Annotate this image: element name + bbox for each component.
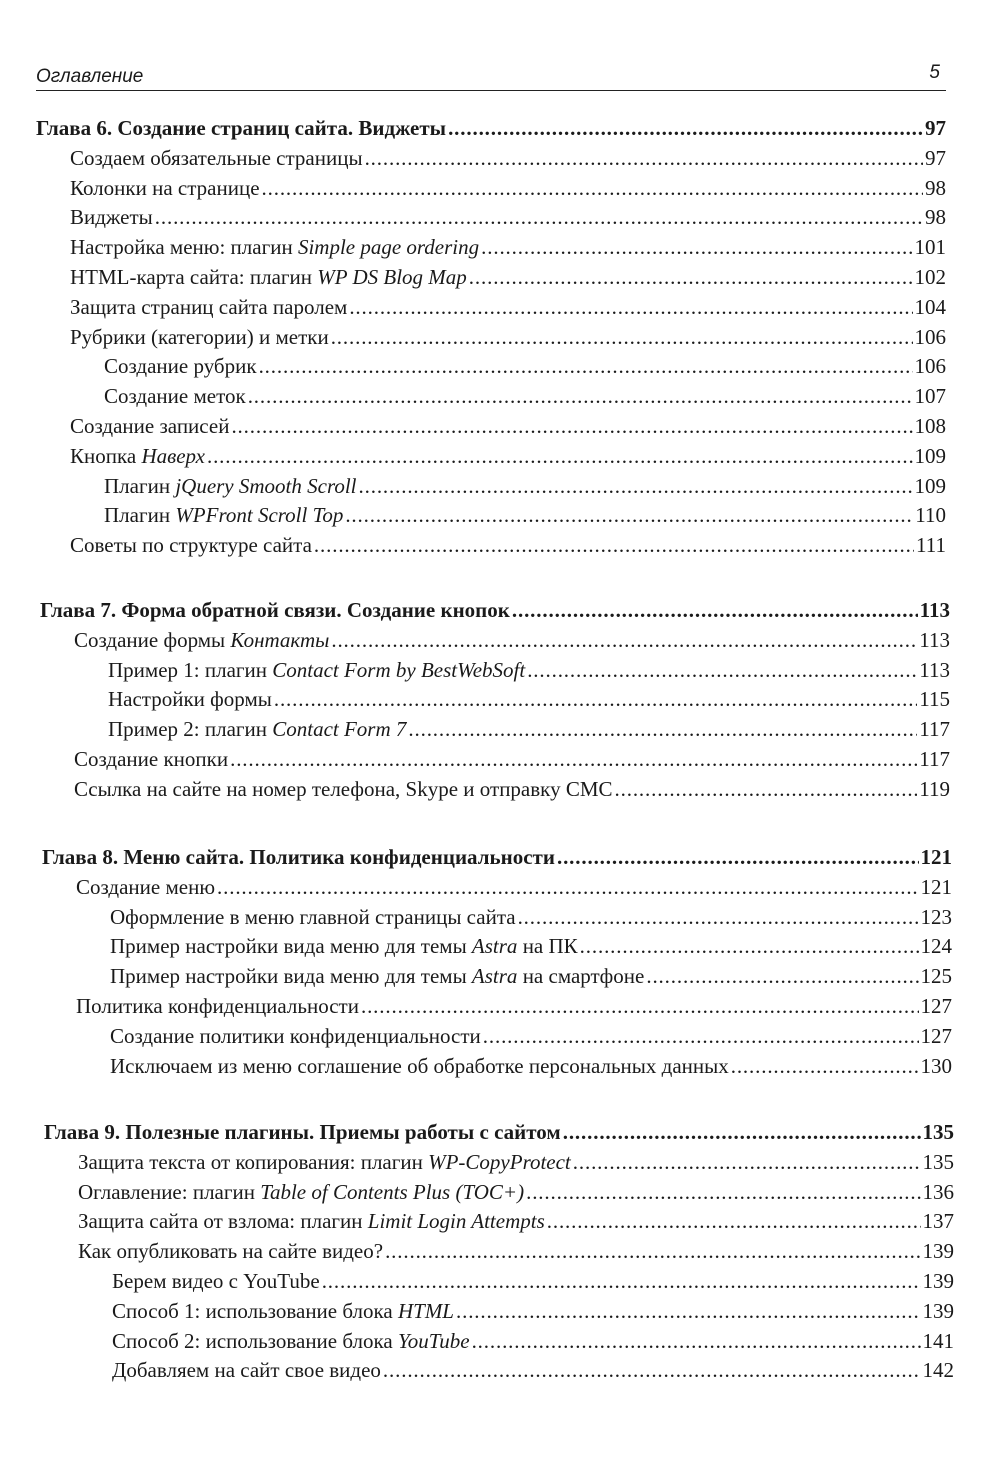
toc-entry[interactable]: HTML-карта сайта: плагин WP DS Blog Map . . . 102 xyxy=(36,263,946,293)
toc-subentry[interactable]: Способ 1: использование блока HTML . . . 139 xyxy=(44,1297,954,1327)
toc-chapter-title[interactable]: Глава 7. Форма обратной связи. Создание кнопок . . . 113 xyxy=(40,596,950,626)
dot-leader xyxy=(557,843,919,873)
toc-entry[interactable]: Создание записей . . . 108 xyxy=(36,412,946,442)
toc-entry[interactable]: Настройка меню: плагин Simple page ordering . . . 101 xyxy=(36,233,946,263)
toc-chapter-title[interactable]: Глава 9. Полезные плагины. Приемы работы с сайтом . . . 135 xyxy=(44,1118,954,1148)
toc-chapter-title[interactable]: Глава 6. Создание страниц сайта. Виджеты . . . 97 xyxy=(36,114,946,144)
toc-chapter-title[interactable]: Глава 8. Меню сайта. Политика конфиденциальности . . . 121 xyxy=(42,843,952,873)
page-header xyxy=(36,60,946,91)
toc-entry[interactable]: Создание кнопки . . . 117 xyxy=(40,745,950,775)
toc-entry[interactable]: Политика конфиденциальности . . . 127 xyxy=(42,992,952,1022)
toc-entry[interactable]: Советы по структуре сайта . . . 111 xyxy=(36,531,946,561)
toc-subentry[interactable]: Добавляем на сайт свое видео . . . 142 xyxy=(44,1356,954,1386)
toc-chapter-8 xyxy=(42,843,952,1081)
page-ref: 113 xyxy=(919,598,950,622)
toc-subentry[interactable]: Пример настройки вида меню для темы Astra на смартфоне . . . 125 xyxy=(42,962,952,992)
toc-subentry[interactable]: Исключаем из меню соглашение об обработке персональных данных . . . 130 xyxy=(42,1052,952,1082)
toc-subentry[interactable]: Способ 2: использование блока YouTube . . . 141 xyxy=(44,1327,954,1357)
toc-entry[interactable]: Кнопка Наверх . . . 109 xyxy=(36,442,946,472)
page-ref: 121 xyxy=(920,845,952,869)
toc-subentry[interactable]: Настройки формы . . . 115 xyxy=(40,685,950,715)
toc-subentry[interactable]: Пример 2: плагин Contact Form 7 . . . 117 xyxy=(40,715,950,745)
toc-entry[interactable]: Виджеты . . . 98 xyxy=(36,203,946,233)
page-ref: 97 xyxy=(925,116,946,140)
toc-entry[interactable]: Создание меню . . . 121 xyxy=(42,873,952,903)
toc-subentry[interactable]: Пример настройки вида меню для темы Astra на ПК . . . 124 xyxy=(42,932,952,962)
toc-entry[interactable]: Колонки на странице . . . 98 xyxy=(36,174,946,204)
dot-leader xyxy=(512,596,918,626)
toc-subentry[interactable]: Плагин jQuery Smooth Scroll . . . 109 xyxy=(36,472,946,502)
toc-entry[interactable]: Как опубликовать на сайте видео? . . . 139 xyxy=(44,1237,954,1267)
toc-subentry[interactable]: Пример 1: плагин Contact Form by BestWebSoft . . . 113 xyxy=(40,656,950,686)
page-ref: 135 xyxy=(922,1120,954,1144)
toc-subentry[interactable]: Создание политики конфиденциальности . . . 127 xyxy=(42,1022,952,1052)
toc-subentry[interactable]: Создание меток . . . 107 xyxy=(36,382,946,412)
dot-leader xyxy=(563,1118,921,1148)
toc-entry[interactable]: Защита текста от копирования: плагин WP-CopyProtect . . . 135 xyxy=(44,1148,954,1178)
toc-subentry[interactable]: Берем видео с YouTube . . . 139 xyxy=(44,1267,954,1297)
toc-subentry[interactable]: Оформление в меню главной страницы сайта . . . 123 xyxy=(42,903,952,933)
toc-chapter-9 xyxy=(44,1118,954,1386)
toc-entry[interactable]: Рубрики (категории) и метки . . . 106 xyxy=(36,323,946,353)
toc-entry[interactable]: Защита сайта от взлома: плагин Limit Login Attempts . . . 137 xyxy=(44,1207,954,1237)
dot-leader xyxy=(448,114,923,144)
toc-chapter-6 xyxy=(36,114,946,561)
toc-entry[interactable]: Создание формы Контакты . . . 113 xyxy=(40,626,950,656)
running-header-title: Оглавление xyxy=(36,66,144,87)
toc-entry[interactable]: Ссылка на сайте на номер телефона, Skype и отправку СМС . . . 119 xyxy=(40,775,950,805)
toc-entry[interactable]: Защита страниц сайта паролем . . . 104 xyxy=(36,293,946,323)
toc-subentry[interactable]: Плагин WPFront Scroll Top . . . 110 xyxy=(36,501,946,531)
toc-subentry[interactable]: Создание рубрик . . . 106 xyxy=(36,352,946,382)
toc-entry[interactable]: Оглавление: плагин Table of Contents Plus (TOC+) . . . 136 xyxy=(44,1178,954,1208)
page-number: 5 xyxy=(929,62,940,83)
toc-entry[interactable]: Создаем обязательные страницы . . . 97 xyxy=(36,144,946,174)
toc-chapter-7 xyxy=(40,596,950,805)
